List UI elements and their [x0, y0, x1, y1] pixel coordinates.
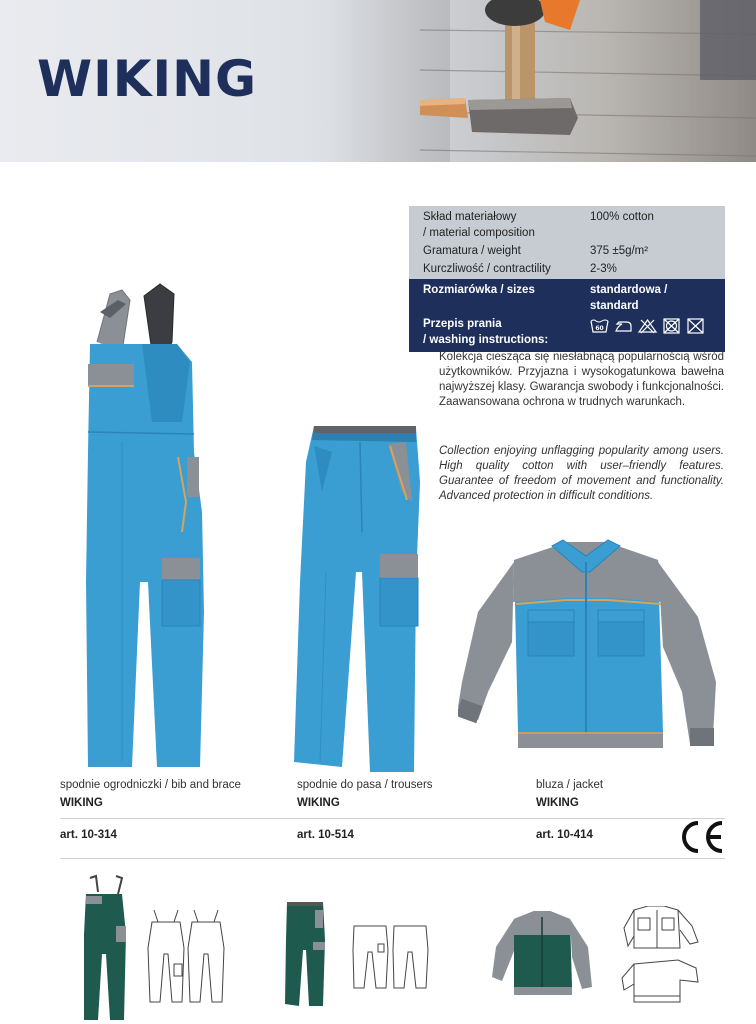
header-banner	[0, 0, 756, 162]
thumb-jacket-green	[492, 907, 592, 999]
ce-mark-icon	[678, 820, 726, 854]
iron-icon	[614, 318, 633, 334]
divider-bottom	[60, 858, 725, 859]
spec-key-en: / material composition	[423, 227, 535, 239]
trousers-illustration	[292, 422, 422, 774]
spec-key: Kurczliwość / contractility	[423, 263, 551, 275]
spec-key-en: / washing instructions:	[423, 334, 549, 346]
name-bib-and-brace: WIKING	[60, 797, 103, 809]
spec-row-contractility	[423, 261, 717, 277]
thumb-trousers-green	[283, 900, 327, 1008]
spec-row-composition	[423, 209, 717, 241]
description-pl: Kolekcja ciesząca się niesłabnącą popularnością wśród użytkowników. Przyjazna i wysokogatunkowa bawełna najwyższej klasy. Gwarancja swobody i funkcjonalności. Zaawansowana ochrona w trudnych warunkach.	[439, 351, 724, 408]
spec-value: 100% cotton	[590, 211, 654, 223]
hammer-chisel-photo	[420, 0, 756, 162]
product-image-jacket	[458, 532, 716, 764]
art-bib-and-brace: art. 10-314	[60, 829, 117, 841]
description-en: Collection enjoying unflagging popularity among users. High quality cotton with user–friendly features. Guarantee of freedom of movement and functionality. Advanced protection in difficult conditions.	[439, 445, 724, 502]
no-dry-clean-icon	[686, 318, 705, 334]
product-image-trousers	[292, 422, 422, 774]
spec-table-light	[409, 206, 725, 279]
wash-60-icon	[590, 318, 609, 334]
thumb-bib-and-brace-drawing	[146, 908, 228, 1004]
wash-temp: 60	[595, 325, 604, 332]
spec-row-washing	[423, 316, 717, 348]
art-jacket: art. 10-414	[536, 829, 593, 841]
thumb-jacket-drawing	[620, 906, 700, 1004]
spec-key: Przepis prania	[423, 318, 502, 330]
thumb-bib-and-brace-green	[82, 874, 128, 1022]
no-bleach-icon	[638, 318, 657, 334]
caption-bib-and-brace: spodnie ogrodniczki / bib and brace	[60, 779, 241, 791]
caption-trousers: spodnie do pasa / trousers	[297, 779, 433, 791]
name-trousers: WIKING	[297, 797, 340, 809]
spec-key: Rozmiarówka / sizes	[423, 284, 535, 296]
spec-row-sizes	[423, 282, 717, 314]
caption-jacket: bluza / jacket	[536, 779, 604, 791]
spec-row-weight	[423, 243, 717, 259]
brand-title: WIKING	[37, 50, 257, 108]
jacket-illustration	[458, 532, 716, 764]
spec-key: Skład materiałowy	[423, 211, 517, 223]
art-trousers: art. 10-514	[297, 829, 354, 841]
spec-value: 2-3%	[590, 263, 617, 275]
spec-table-dark	[409, 279, 725, 352]
thumb-trousers-drawing	[352, 924, 430, 990]
wash-icons	[590, 318, 717, 348]
bib-and-brace-illustration	[82, 282, 212, 770]
no-tumble-dry-icon	[662, 318, 681, 334]
name-jacket: WIKING	[536, 797, 579, 809]
spec-value: 375 ±5g/m²	[590, 245, 649, 257]
divider-top	[60, 818, 725, 819]
spec-table	[409, 206, 725, 352]
product-image-bib-and-brace	[82, 282, 212, 770]
spec-value: standardowa / standard	[590, 284, 668, 312]
spec-key: Gramatura / weight	[423, 245, 521, 257]
